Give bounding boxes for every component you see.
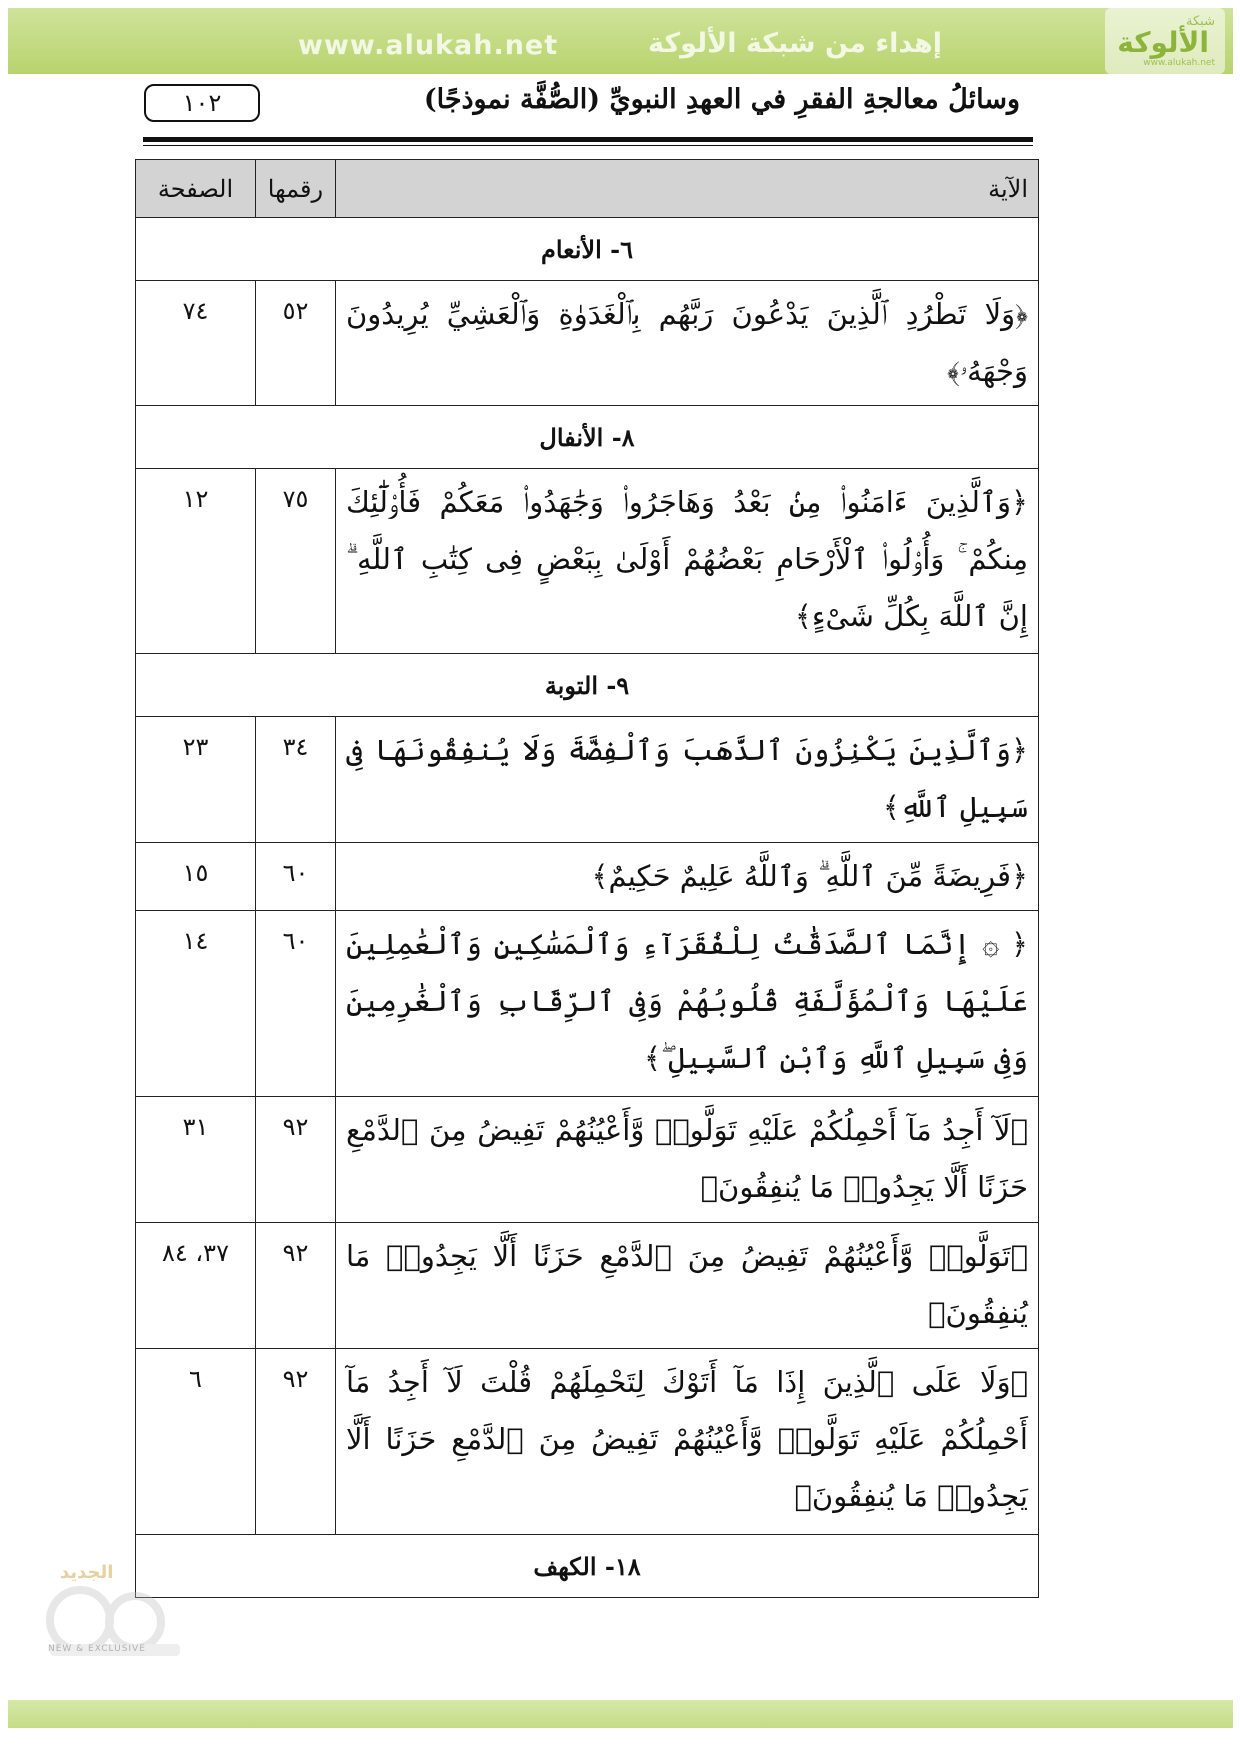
header-rule-thin [143,145,1033,146]
surah-row [136,406,1039,469]
surah-title: ٨- الأنفال [136,406,1039,469]
table-row [136,1097,1039,1223]
page-ref: ٢٣ [136,717,256,843]
ayah-number: ٧٥ [255,469,335,654]
logo-url-text: www.alukah.net [1143,58,1215,68]
column-header-ayah: الآية [335,160,1038,218]
ayah-number: ٩٢ [255,1097,335,1223]
table-header-row [136,160,1039,218]
column-header-page: الصفحة [136,160,256,218]
ayah-text: ﴿وَٱلَّذِينَ يَكْنِزُونَ ٱلذَّهَبَ وَٱلْفِضَّةَ وَلَا يُنفِقُونَهَا فِى سَبِيلِ ٱللَّهِ﴾ [335,717,1038,843]
alukah-logo[interactable] [1105,8,1225,74]
page-ref: ١٢ [136,469,256,654]
badge-label-bottom: NEW & EXCLUSIVE [48,1644,146,1654]
page-ref: ١٤ [136,911,256,1097]
ayah-number: ٦٠ [255,843,335,911]
table-row [136,469,1039,654]
table-row [136,281,1039,406]
column-header-number: رقمها [255,160,335,218]
ayah-number: ٩٢ [255,1349,335,1535]
badge-label-top: الجديد [60,1562,114,1583]
logo-main-text: الألوكة [1117,26,1209,59]
surah-title: ١٨- الكهف [136,1535,1039,1598]
ayah-text: ﴿وَلَا تَطْرُدِ ٱلَّذِينَ يَدْعُونَ رَبَّهُم بِٱلْغَدَوٰةِ وَٱلْعَشِيِّ يُرِيدُونَ وَجْهَهُۥ﴾ [335,281,1038,406]
header-rule-thick [143,137,1033,142]
banner-gift-text: إهداء من شبكة الألوكة [648,28,942,59]
top-banner [8,8,1233,74]
table-row [136,1349,1039,1535]
ayah-number: ٣٤ [255,717,335,843]
ayah-text: ﴿وَٱلَّذِينَ ءَامَنُوا۟ مِنۢ بَعْدُ وَهَاجَرُوا۟ وَجَٰهَدُوا۟ مَعَكُمْ فَأُو۟لَٰٓئِكَ مِنكُمْ ۚ وَأُو۟لُوا۟ ٱلْأَرْحَامِ بَعْضُهُمْ أَوْلَىٰ بِبَعْضٍ فِى كِتَٰبِ ٱللَّهِ ۗ إِنَّ ٱللَّهَ بِكُلِّ شَىْءٍ﴾ [335,469,1038,654]
verses-table [135,159,1039,1598]
ayah-text: ﴿تَوَلَّوا۟ وَّأَعْيُنُهُمْ تَفِيضُ مِنَ ٱلدَّمْعِ حَزَنًا أَلَّا يَجِدُوا۟ مَا يُنفِقُونَ﴾ [335,1223,1038,1349]
table-row [136,843,1039,911]
surah-row [136,654,1039,717]
surah-row [136,218,1039,281]
page-number: ١٠٢ [144,84,260,122]
table-row [136,717,1039,843]
ayah-text: ﴿ ۞ إِنَّمَا ٱلصَّدَقَٰتُ لِلْفُقَرَآءِ وَٱلْمَسَٰكِينِ وَٱلْعَٰمِلِينَ عَلَيْهَا وَٱلْمُؤَلَّفَةِ قُلُوبُهُمْ وَفِى ٱلرِّقَابِ وَٱلْغَٰرِمِينَ وَفِى سَبِيلِ ٱللَّهِ وَٱبْنِ ٱلسَّبِيلِ ۖ﴾ [335,911,1038,1097]
page-ref: ٦ [136,1349,256,1535]
ayah-number: ٦٠ [255,911,335,1097]
page-ref: ٧٤ [136,281,256,406]
page-ref: ٣٧، ٨٤ [136,1223,256,1349]
table-row [136,1223,1039,1349]
page-ref: ٣١ [136,1097,256,1223]
ayah-text: ﴿وَلَا عَلَى ٱلَّذِينَ إِذَا مَآ أَتَوْكَ لِتَحْمِلَهُمْ قُلْتَ لَآ أَجِدُ مَآ أَحْمِلُكُمْ عَلَيْهِ تَوَلَّوا۟ وَّأَعْيُنُهُمْ تَفِيضُ مِنَ ٱلدَّمْعِ حَزَنًا أَلَّا يَجِدُوا۟ مَا يُنفِقُونَ﴾ [335,1349,1038,1535]
ayah-number: ٩٢ [255,1223,335,1349]
page-title: وسائلُ معالجةِ الفقرِ في العهدِ النبويِّ (الصُّفَّة نموذجًا) [423,84,1020,115]
banner-url[interactable]: www.alukah.net [298,30,559,61]
ayah-text: ﴿فَرِيضَةً مِّنَ ٱللَّهِ ۗ وَٱللَّهُ عَلِيمٌ حَكِيمٌ﴾ [335,843,1038,911]
ayah-number: ٥٢ [255,281,335,406]
surah-title: ٩- التوبة [136,654,1039,717]
logo-top-text: شبكة [1186,14,1215,29]
bottom-band [8,1700,1233,1728]
table-row [136,911,1039,1097]
surah-title: ٦- الأنعام [136,218,1039,281]
page-ref: ١٥ [136,843,256,911]
surah-row [136,1535,1039,1598]
ayah-text: ﴿لَآ أَجِدُ مَآ أَحْمِلُكُمْ عَلَيْهِ تَوَلَّوا۟ وَّأَعْيُنُهُمْ تَفِيضُ مِنَ ٱلدَّمْعِ حَزَنًا أَلَّا يَجِدُوا۟ مَا يُنفِقُونَ﴾ [335,1097,1038,1223]
